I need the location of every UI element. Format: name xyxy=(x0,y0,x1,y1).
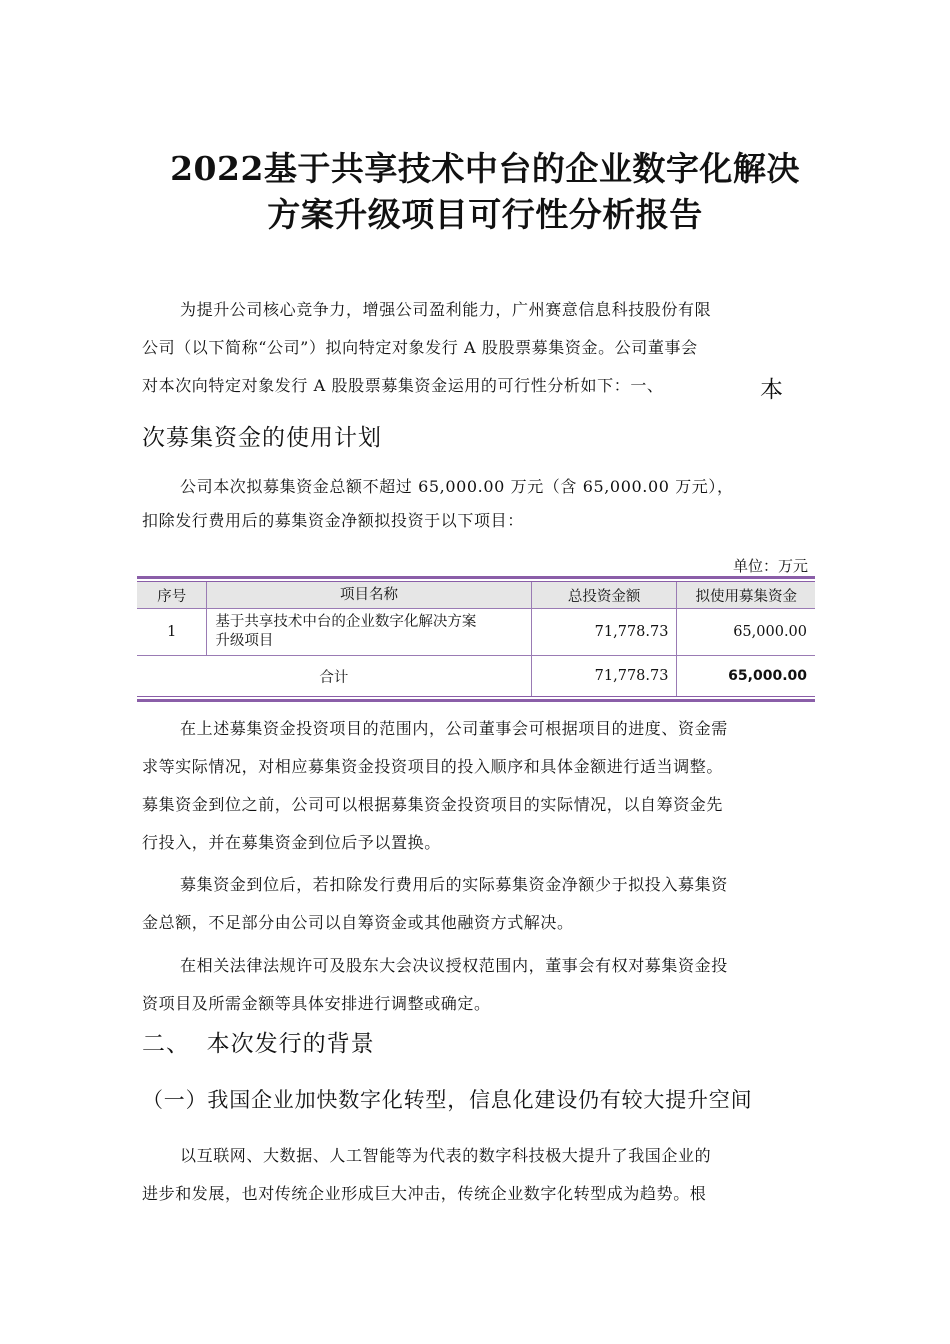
adjust-line: 募集资金到位之前，公司可以根据募集资金投资项目的实际情况，以自筹资金先 xyxy=(142,795,724,814)
adjust-line: 求等实际情况，对相应募集资金投资项目的投入顺序和具体金额进行适当调整。 xyxy=(142,757,724,776)
section1-heading-inline: 本 xyxy=(760,377,784,403)
shortfall-line: 金总额，不足部分由公司以自筹资金或其他融资方式解决。 xyxy=(142,913,574,932)
cell-project-name xyxy=(207,609,531,656)
adjust-line: 行投入，并在募集资金到位后予以置换。 xyxy=(142,833,441,852)
table-bottom-rule xyxy=(137,699,815,702)
background-line: 以互联网、大数据、人工智能等为代表的数字科技极大提升了我国企业的 xyxy=(180,1146,712,1165)
cell-total-investment: 71,778.73 xyxy=(531,609,677,656)
intro-line: 对本次向特定对象发行 A 股股票募集资金运用的可行性分析如下：一、 xyxy=(142,376,664,395)
section2-heading: 二、 本次发行的背景 xyxy=(142,1031,375,1057)
table-bottom-rule-thin xyxy=(137,696,815,697)
shortfall-paragraph xyxy=(142,866,810,942)
document-title xyxy=(140,146,830,238)
adjust-line: 在上述募集资金投资项目的范围内，公司董事会可根据项目的进度、资金需 xyxy=(180,719,728,738)
header-project-name: 项目名称 xyxy=(207,582,531,609)
table-row xyxy=(137,609,815,656)
plan-line: 扣除发行费用后的募集资金净额拟投资于以下项目： xyxy=(142,511,524,530)
authority-line: 资项目及所需金额等具体安排进行调整或确定。 xyxy=(142,994,491,1013)
title-line-1: 2022基于共享技术中台的企业数字化解决 xyxy=(170,149,800,188)
authority-line: 在相关法律法规许可及股东大会决议授权范围内，董事会有权对募集资金投 xyxy=(180,956,728,975)
project-name-line-1: 基于共享技术中台的企业数字化解决方案 xyxy=(215,614,477,630)
project-name-line-2: 升级项目 xyxy=(215,633,274,649)
header-funds-used: 拟使用募集资金 xyxy=(677,582,815,609)
intro-line: 公司（以下简称“公司”）拟向特定对象发行 A 股股票募集资金。公司董事会 xyxy=(142,338,698,357)
authority-paragraph xyxy=(142,947,810,1023)
plan-paragraph xyxy=(142,470,810,538)
intro-paragraph xyxy=(142,291,810,405)
background-line: 进步和发展，也对传统企业形成巨大冲击，传统企业数字化转型成为趋势。根 xyxy=(142,1184,707,1203)
title-line-2: 方案升级项目可行性分析报告 xyxy=(267,195,703,234)
intro-line: 为提升公司核心竞争力，增强公司盈利能力，广州赛意信息科技股份有限 xyxy=(180,300,712,319)
table-top-rule xyxy=(137,576,815,579)
cell-total-label: 合计 xyxy=(137,656,531,697)
header-index: 序号 xyxy=(137,582,207,609)
cell-sum-total-investment: 71,778.73 xyxy=(531,656,677,697)
table-header-row xyxy=(137,582,815,609)
cell-sum-funds-used: 65,000.00 xyxy=(677,656,815,697)
section2-subheading-1: （一）我国企业加快数字化转型，信息化建设仍有较大提升空间 xyxy=(142,1088,753,1112)
cell-funds-used: 65,000.00 xyxy=(677,609,815,656)
plan-line: 公司本次拟募集资金总额不超过 65,000.00 万元（含 65,000.00 万元）， xyxy=(180,477,734,496)
shortfall-line: 募集资金到位后，若扣除发行费用后的实际募集资金净额少于拟投入募集资 xyxy=(180,875,728,894)
adjust-paragraph xyxy=(142,710,810,862)
cell-index: 1 xyxy=(137,609,207,656)
table-unit-label: 单位：万元 xyxy=(732,557,808,575)
header-total-investment: 总投资金额 xyxy=(531,582,677,609)
funding-table xyxy=(137,576,815,702)
section1-heading: 次募集资金的使用计划 xyxy=(142,425,382,451)
table-total-row xyxy=(137,656,815,697)
background-paragraph xyxy=(142,1137,810,1213)
